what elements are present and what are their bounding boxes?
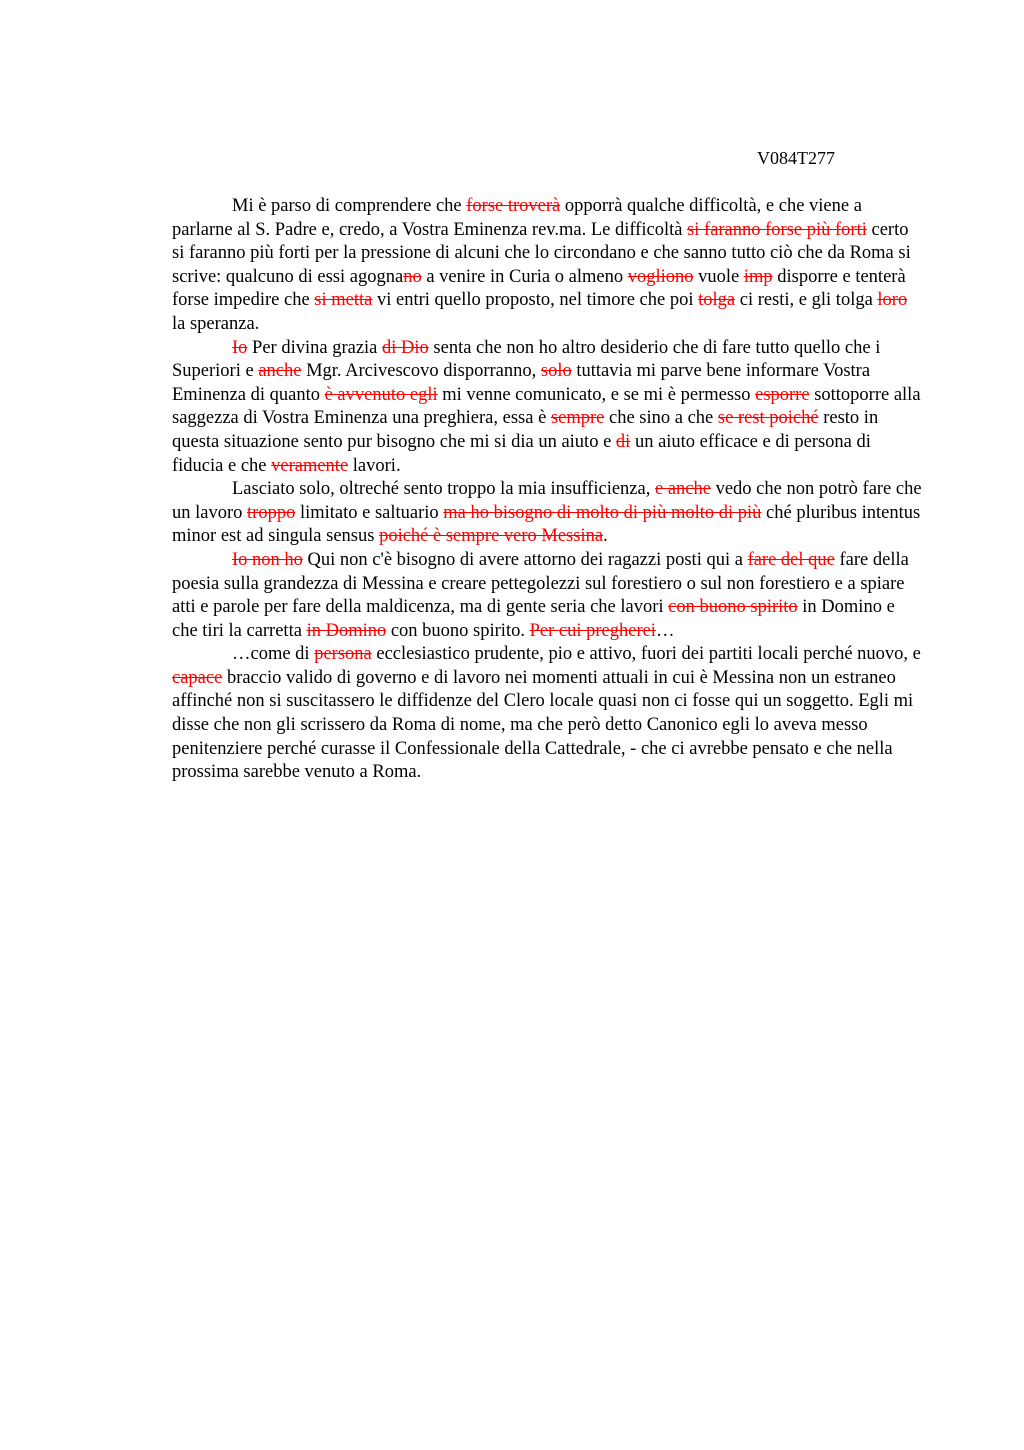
deleted-text: sempre	[550, 408, 605, 429]
deleted-text: Io	[232, 337, 248, 358]
text-segment: vedo che non potrò fare che un lavoro	[172, 479, 922, 523]
deleted-text: in Domino	[306, 620, 387, 641]
text-segment: con buono spirito.	[386, 620, 530, 641]
text-segment: sottoporre alla saggezza di Vostra Eminenza una preghiera, essa è	[172, 384, 921, 429]
deleted-text: fare del que	[747, 549, 835, 570]
text-segment: ci resti, e gli tolga	[735, 290, 878, 311]
deleted-text: troppo	[247, 502, 296, 523]
deleted-text: di Dio	[382, 337, 429, 358]
deleted-text: di	[615, 431, 631, 452]
text-segment: vuole	[693, 266, 744, 287]
deleted-text: tolga	[698, 290, 736, 311]
text-segment: disporre e tenterà forse impedire che	[172, 266, 906, 311]
text-segment: tuttavia mi parve bene informare Vostra Eminenza di quanto	[172, 361, 871, 405]
text-segment: fare della poesia sulla grandezza di Messina e creare pettegolezzi sul forestiero o sul non forestiero e a spiare atti e parole per fare della maldicenza, ma di gente seria che lavori	[172, 549, 909, 618]
deleted-text: vogliono	[627, 266, 694, 287]
text-segment: …	[655, 620, 675, 641]
text-segment: un aiuto efficace e di persona di fiducia e che	[172, 431, 871, 476]
text-segment: braccio valido di governo e di lavoro nei momenti attuali in cui è Messina non un estraneo affinché non si suscitassero le diffidenze del Clero locale quasi non ci fosse qui un soggetto. Egli mi disse che non gli scrissero da Roma di nome, ma che però detto Canonico egli lo aveva messo penitenziere perché curasse il Confessionale della Cattedrale, - che ci avrebbe pensato e che nella prossima sarebbe venuto a Roma.	[172, 667, 914, 783]
text-segment: Lasciato solo, oltreché sento troppo la mia insufficienza,	[232, 479, 655, 500]
paragraph	[172, 195, 924, 337]
document-id: V084T277	[757, 148, 835, 168]
text-segment: …come di	[232, 644, 315, 665]
paragraph	[172, 549, 924, 643]
deleted-text: poiché è sempre vero Messina	[379, 526, 604, 547]
text-segment: resto in questa situazione sento pur bisogno che mi si dia un aiuto e	[172, 408, 879, 452]
text-segment: senta che non ho altro desiderio che di fare tutto quello che i Superiori e	[172, 337, 881, 382]
text-segment: in Domino e che tiri la carretta	[172, 597, 895, 641]
deleted-text: no	[403, 266, 422, 287]
deleted-text: se rest poiché	[717, 408, 819, 429]
paragraph	[172, 643, 924, 785]
text-segment: opporrà qualche difficoltà, e che viene a parlarne al S. Padre e, credo, a Vostra Eminenza rev.ma. Le difficoltà	[172, 196, 862, 240]
deleted-text: persona	[314, 644, 372, 665]
deleted-text: forse troverà	[466, 196, 561, 216]
deleted-text: Io non ho	[232, 549, 303, 570]
deleted-text: ma ho bisogno di molto di più molto di più	[443, 502, 762, 523]
text-segment: mi venne comunicato, e se mi è permesso	[437, 384, 756, 405]
text-segment: Per divina grazia	[247, 337, 383, 358]
deleted-text: Per cui pregherei	[529, 620, 656, 641]
text-segment: Mgr. Arcivescovo disporranno,	[301, 361, 541, 382]
text-segment: .	[603, 526, 608, 547]
deleted-text: con buono spirito	[668, 597, 798, 618]
text-segment: Qui non c'è bisogno di avere attorno dei ragazzi posti qui a	[302, 549, 748, 570]
text-segment: certo si faranno più forti per la pressione di alcuni che lo circondano e che sanno tutto ciò che da Roma si scrive: qualcuno di essi agogna	[172, 219, 911, 287]
text-segment: ecclesiastico prudente, pio e attivo, fuori dei partiti locali perché nuovo, e	[371, 644, 921, 665]
deleted-text: anche	[258, 361, 302, 382]
deleted-text: è avvenuto egli	[324, 384, 438, 405]
deleted-text: capace	[172, 667, 223, 688]
deleted-text: loro	[877, 290, 908, 311]
deleted-text: veramente	[271, 455, 349, 476]
text-segment: che sino a che	[604, 408, 718, 429]
deleted-text: si faranno forse più forti	[687, 219, 867, 240]
deleted-text: esporre	[755, 384, 810, 405]
text-segment: a venire in Curia o almeno	[421, 266, 628, 287]
text-segment: ché pluribus intentus minor est ad singula sensus	[172, 502, 921, 547]
letter-body	[172, 195, 924, 785]
deleted-text: imp	[743, 266, 773, 287]
text-segment: lavori.	[348, 455, 401, 476]
deleted-text: e anche	[654, 479, 711, 500]
deleted-text: solo	[540, 361, 572, 382]
text-segment: Mi è parso di comprendere che	[232, 196, 467, 216]
text-segment: limitato e saltuario	[295, 502, 444, 523]
text-segment: la speranza.	[172, 313, 260, 334]
paragraph	[172, 337, 924, 479]
deleted-text: si metta	[314, 290, 373, 311]
paragraph	[172, 478, 924, 549]
text-segment: vi entri quello proposto, nel timore che poi	[372, 290, 699, 311]
